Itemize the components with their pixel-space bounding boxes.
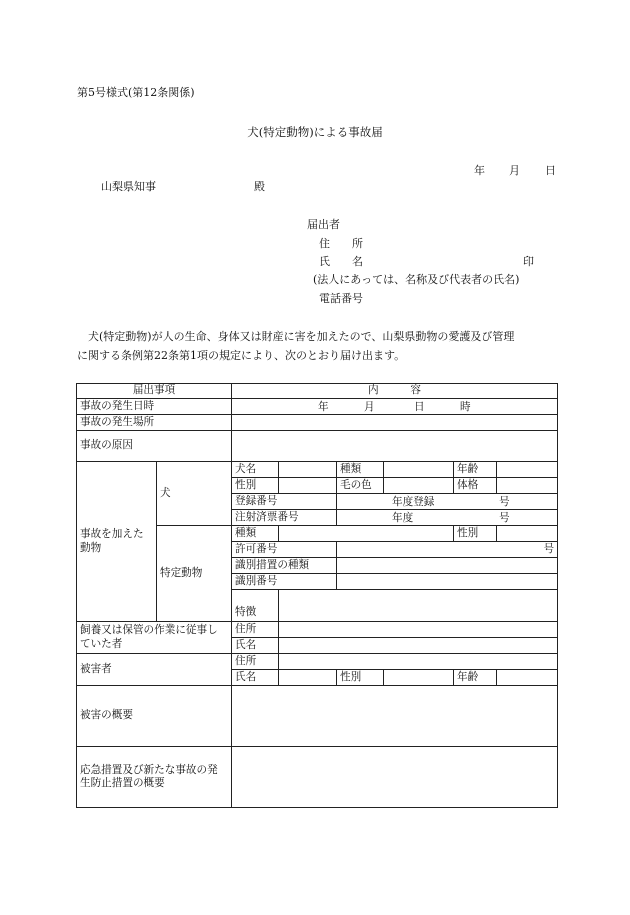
table-header-row xyxy=(77,384,558,399)
place-value[interactable] xyxy=(232,415,558,431)
notifier-heading: 届出者 xyxy=(307,218,340,231)
keeper-name-value[interactable] xyxy=(279,638,558,654)
keeper-name-label: 氏名 xyxy=(232,638,279,654)
corporation-note: (法人にあっては、名称及び代表者の氏名) xyxy=(313,273,520,286)
summary-label: 被害の概要 xyxy=(77,686,232,747)
dog-injection-go-label: 号 xyxy=(499,512,510,524)
body-text-line-1: 犬(特定動物)が人の生命、身体又は財産に害を加えたので、山梨県動物の愛護及び管理 xyxy=(77,330,515,343)
animal-label: 事故を加えた動物 xyxy=(77,462,157,622)
notifier-address-label: 住 所 xyxy=(319,237,363,250)
addressee-name: 山梨県知事 xyxy=(101,180,156,193)
dog-coat-label: 毛の色 xyxy=(337,478,384,494)
dog-reg-go-label: 号 xyxy=(499,496,510,508)
cause-row xyxy=(77,431,558,462)
special-id-type-label: 識別措置の種類 xyxy=(232,558,337,574)
special-permit-label: 許可番号 xyxy=(232,542,337,558)
measures-label: 応急措置及び新たな事故の発生防止措置の概要 xyxy=(77,747,232,808)
dog-breed-value[interactable] xyxy=(384,462,454,478)
date-row-month: 月 xyxy=(364,401,375,413)
document-title: 犬(特定動物)による事故届 xyxy=(247,125,383,139)
date-row xyxy=(77,399,558,415)
keeper-address-label: 住所 xyxy=(232,622,279,638)
dog-injection-value[interactable] xyxy=(337,510,558,526)
keeper-label: 飼養又は保管の作業に従事していた者 xyxy=(77,622,232,654)
date-row-label: 事故の発生日時 xyxy=(77,399,232,415)
dog-build-value[interactable] xyxy=(497,478,558,494)
victim-age-label: 年齢 xyxy=(454,670,497,686)
date-row-year: 年 xyxy=(318,401,329,413)
special-kind-label: 種類 xyxy=(232,526,279,542)
date-month-label: 月 xyxy=(509,164,520,177)
dog-sex-value[interactable] xyxy=(279,478,337,494)
dog-sex-label: 性別 xyxy=(232,478,279,494)
special-kind-value[interactable] xyxy=(279,526,454,542)
keeper-address-value[interactable] xyxy=(279,622,558,638)
form-number: 第5号様式(第12条関係) xyxy=(77,86,195,99)
special-id-no-value[interactable] xyxy=(337,574,558,590)
notifier-phone-label: 電話番号 xyxy=(319,292,363,305)
date-row-hour: 時 xyxy=(460,401,471,413)
dog-name-value[interactable] xyxy=(279,462,337,478)
victim-address-label: 住所 xyxy=(232,654,279,670)
dog-age-value[interactable] xyxy=(497,462,558,478)
report-table xyxy=(76,383,558,808)
date-row-day: 日 xyxy=(414,401,425,413)
cause-value[interactable] xyxy=(232,431,558,462)
date-year-label: 年 xyxy=(474,164,485,177)
header-item-cell: 届出事項 xyxy=(77,384,232,399)
date-day-label: 日 xyxy=(545,164,556,177)
dog-name-label: 犬名 xyxy=(232,462,279,478)
measures-value[interactable] xyxy=(232,747,558,808)
victim-sex-label: 性別 xyxy=(337,670,384,686)
dog-injection-label: 注射済票番号 xyxy=(232,510,337,526)
victim-sex-value[interactable] xyxy=(384,670,454,686)
notifier-name-label: 氏 名 xyxy=(319,255,363,268)
victim-address-value[interactable] xyxy=(279,654,558,670)
special-permit-value[interactable]: 号 xyxy=(337,542,558,558)
victim-name-value[interactable] xyxy=(279,670,337,686)
keeper-row-1 xyxy=(77,622,558,638)
cause-label: 事故の原因 xyxy=(77,431,232,462)
victim-age-value[interactable] xyxy=(497,670,558,686)
addressee-honorific: 殿 xyxy=(254,180,265,193)
special-feature-value-top[interactable] xyxy=(279,590,558,606)
victim-label: 被害者 xyxy=(77,654,232,686)
dog-label: 犬 xyxy=(157,462,232,526)
dog-breed-label: 種類 xyxy=(337,462,384,478)
special-id-no-label: 識別番号 xyxy=(232,574,337,590)
place-label: 事故の発生場所 xyxy=(77,415,232,431)
summary-row xyxy=(77,686,558,747)
dog-coat-value[interactable] xyxy=(384,478,454,494)
victim-name-label: 氏名 xyxy=(232,670,279,686)
special-id-type-value[interactable] xyxy=(337,558,558,574)
header-content-cell: 内 容 xyxy=(232,384,558,399)
place-row xyxy=(77,415,558,431)
dog-reg-no-value[interactable] xyxy=(337,494,558,510)
summary-value[interactable] xyxy=(232,686,558,747)
special-feature-label: 特徴 xyxy=(232,590,279,622)
dog-age-label: 年齢 xyxy=(454,462,497,478)
dog-build-label: 体格 xyxy=(454,478,497,494)
dog-reg-no-label: 登録番号 xyxy=(232,494,337,510)
body-text-line-2: に関する条例第22条第1項の規定により、次のとおり届け出ます。 xyxy=(77,349,406,362)
victim-row-1 xyxy=(77,654,558,670)
dog-injection-year-label: 年度 xyxy=(392,512,414,524)
special-sex-value[interactable] xyxy=(497,526,558,542)
dog-reg-year-label: 年度登録 xyxy=(392,496,435,508)
measures-row xyxy=(77,747,558,808)
special-animal-label: 特定動物 xyxy=(157,526,232,622)
date-row-value[interactable] xyxy=(232,399,558,415)
dog-row-1 xyxy=(77,462,558,478)
seal-mark: 印 xyxy=(523,255,534,268)
special-sex-label: 性別 xyxy=(454,526,497,542)
special-feature-value[interactable] xyxy=(279,606,558,622)
